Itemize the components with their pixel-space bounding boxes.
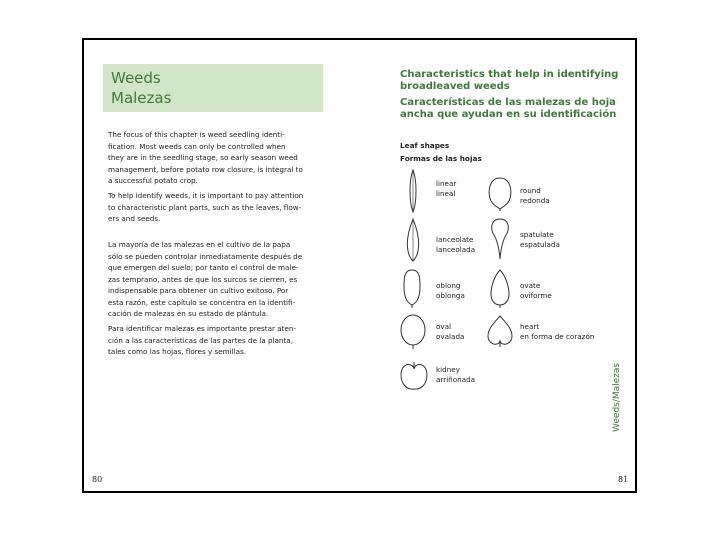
chapter-title-es: Malezas bbox=[111, 89, 172, 107]
kidney-leaf-icon bbox=[398, 359, 430, 393]
paragraph-es-2: Para identificar malezas es importante prestar aten- ción a las características de las partes de la planta, tales como las hojas, flores y semillas. bbox=[108, 324, 297, 356]
linear-leaf-icon bbox=[402, 168, 424, 214]
page-number-right: 81 bbox=[618, 475, 629, 484]
leaf-label-kidney: kidney arriñonada bbox=[436, 365, 476, 384]
leaf-shapes-label-es: Formas de las hojas bbox=[400, 154, 482, 163]
paragraph-en-2: To help identify weeds, it is important to pay attention to characteristic plant parts, such as the leaves, flow- ers and seeds. bbox=[108, 191, 304, 223]
lanceolate-leaf-icon bbox=[400, 217, 426, 263]
leaf-label-oval: oval ovalada bbox=[436, 322, 465, 341]
leaf-label-round: round redonda bbox=[520, 186, 550, 205]
side-running-label: Weeds/Malezas bbox=[612, 362, 622, 432]
leaf-shapes-label-en: Leaf shapes bbox=[400, 141, 450, 150]
chapter-title-box bbox=[103, 64, 323, 112]
book-spread bbox=[82, 38, 637, 493]
spatulate-leaf-icon bbox=[489, 217, 511, 261]
chapter-title-en: Weeds bbox=[111, 69, 161, 87]
leaf-label-lanceolate: lanceolate lanceolada bbox=[436, 235, 476, 254]
heart-leaf-icon bbox=[485, 314, 515, 348]
leaf-label-spatulate: spatulate espatulada bbox=[520, 230, 560, 249]
oval-leaf-icon bbox=[398, 312, 428, 350]
page-number-left: 80 bbox=[92, 475, 103, 484]
oblong-leaf-icon bbox=[400, 268, 424, 308]
round-leaf-icon bbox=[485, 175, 515, 211]
paragraph-en-1: The focus of this chapter is weed seedling identi- fication. Most weeds can only be controlled when they are in the seedling stage, so early season weed management, before potato row closure, is integral to a successful potato crop. bbox=[108, 130, 303, 185]
leaf-label-linear: linear lineal bbox=[436, 179, 457, 198]
leaf-label-heart: heart en forma de corazón bbox=[520, 322, 595, 341]
heading-en: Characteristics that help in identifying broadleaved weeds bbox=[400, 69, 619, 92]
ovate-leaf-icon bbox=[487, 268, 513, 308]
paragraph-es-1: La mayoría de las malezas en el cultivo de la papa sólo se pueden controlar inmediatamente después de que emergen del suelo; por tanto el control de male- zas temprano, antes de que los surcos se cierren, es indispensable para obtener un cultivo exitoso. Por esta razón, este capítulo se concentra en la identifi- cación de malezas en su estado de plántula. bbox=[108, 240, 303, 318]
leaf-label-oblong: oblong oblonga bbox=[436, 281, 465, 300]
heading-es: Características de las malezas de hoja ancha que ayudan en su identificación bbox=[400, 97, 617, 120]
leaf-label-ovate: ovate oviforme bbox=[520, 281, 552, 300]
